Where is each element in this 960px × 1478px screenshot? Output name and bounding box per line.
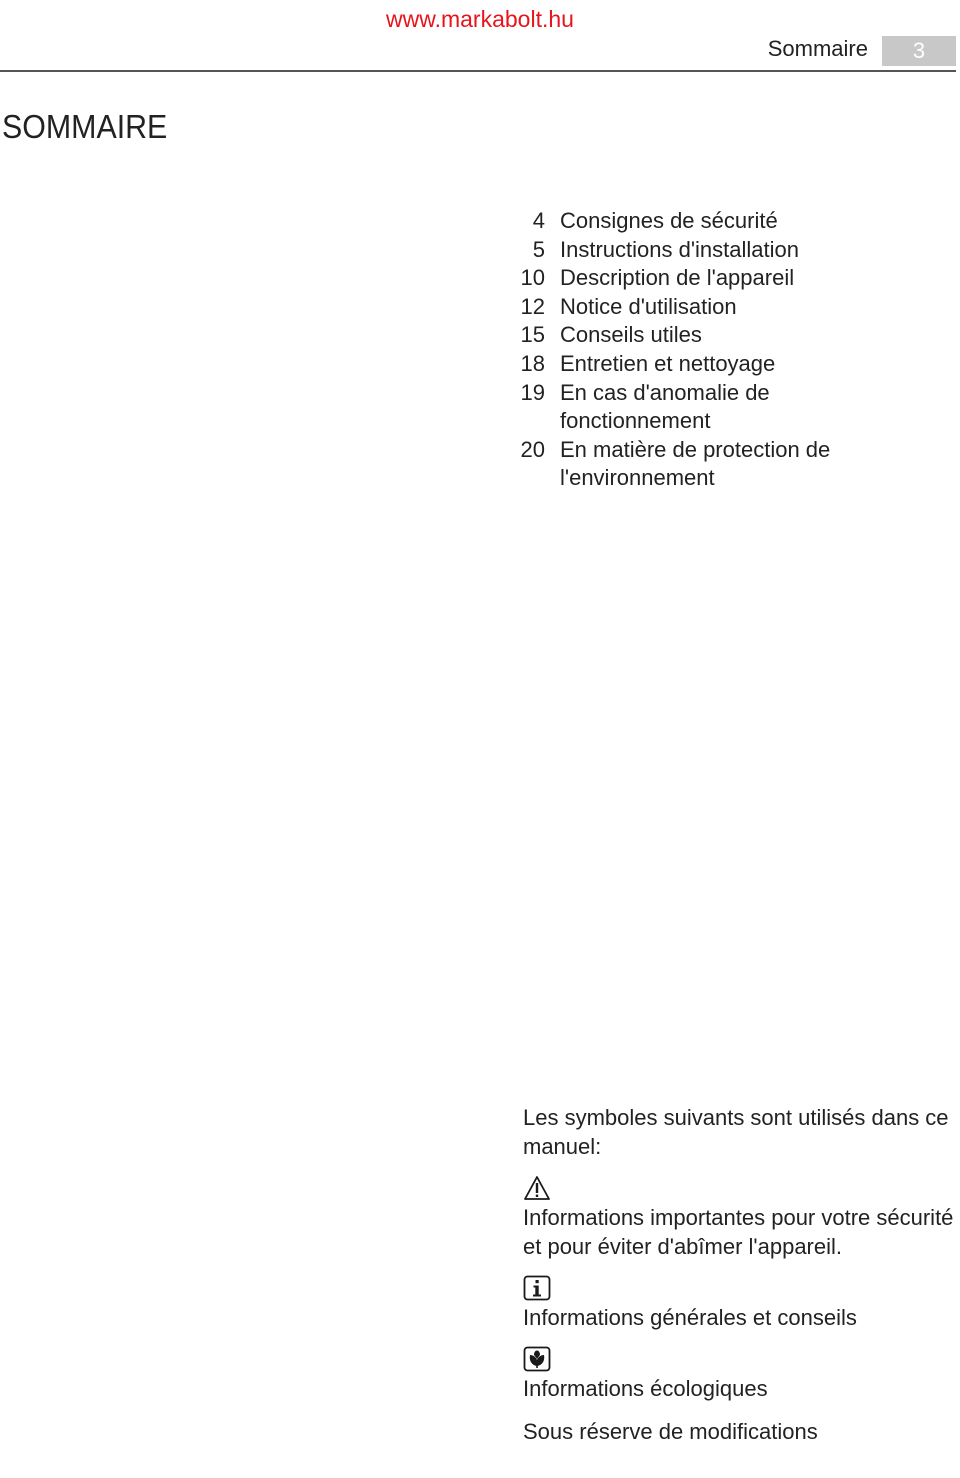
warning-triangle-icon: [523, 1175, 551, 1201]
toc-title: Notice d'utilisation: [560, 293, 737, 319]
info-icon: [523, 1275, 551, 1301]
toc-entry-maintenance[interactable]: [500, 350, 880, 379]
toc-page-number: 18: [520, 350, 545, 376]
toc-entry-description[interactable]: [500, 264, 880, 293]
toc-entry-safety[interactable]: [500, 207, 880, 236]
page-title: SOMMAIRE: [2, 108, 168, 145]
table-of-contents: [500, 207, 880, 493]
legend-item-eco: [523, 1346, 960, 1403]
toc-page-number: 12: [520, 293, 545, 319]
watermark: www.markabolt.hu: [386, 6, 574, 32]
legend-item-warning: [523, 1175, 960, 1261]
header-divider: [0, 70, 956, 72]
toc-title: Consignes de sécurité: [560, 208, 778, 233]
toc-page-number: 20: [520, 436, 545, 462]
toc-entry-usage[interactable]: [500, 293, 880, 322]
legend-text: Informations écologiques: [523, 1376, 768, 1401]
legend-text: Informations importantes pour votre sécurité et pour éviter d'abîmer l'appareil.: [523, 1205, 954, 1259]
toc-title: En matière de protection de l'environnement: [560, 436, 831, 491]
toc-entry-troubleshooting[interactable]: [500, 379, 880, 436]
toc-title: Instructions d'installation: [560, 236, 799, 262]
toc-entry-environment[interactable]: [500, 436, 880, 493]
page-number-badge: 3: [882, 36, 956, 66]
toc-title: Entretien et nettoyage: [560, 350, 776, 376]
legend-footer: Sous réserve de modifications: [523, 1419, 818, 1444]
legend-item-info: [523, 1275, 960, 1332]
toc-page-number: 19: [520, 379, 545, 405]
toc-title: En cas d'anomalie de fonctionnement: [560, 379, 770, 434]
toc-page-number: 4: [532, 208, 545, 233]
toc-page-number: 5: [532, 236, 545, 262]
toc-title: Description de l'appareil: [560, 265, 795, 291]
symbols-legend: [523, 1103, 960, 1446]
legend-text: Informations générales et conseils: [523, 1305, 857, 1330]
toc-page-number: 10: [520, 265, 545, 291]
toc-entry-tips[interactable]: [500, 321, 880, 350]
toc-page-number: 15: [520, 322, 545, 348]
toc-entry-installation[interactable]: [500, 236, 880, 265]
header-section-title: Sommaire: [767, 36, 868, 61]
eco-icon: [523, 1346, 551, 1372]
toc-title: Conseils utiles: [560, 322, 702, 348]
legend-intro: Les symboles suivants sont utilisés dans ce manuel:: [523, 1105, 949, 1159]
